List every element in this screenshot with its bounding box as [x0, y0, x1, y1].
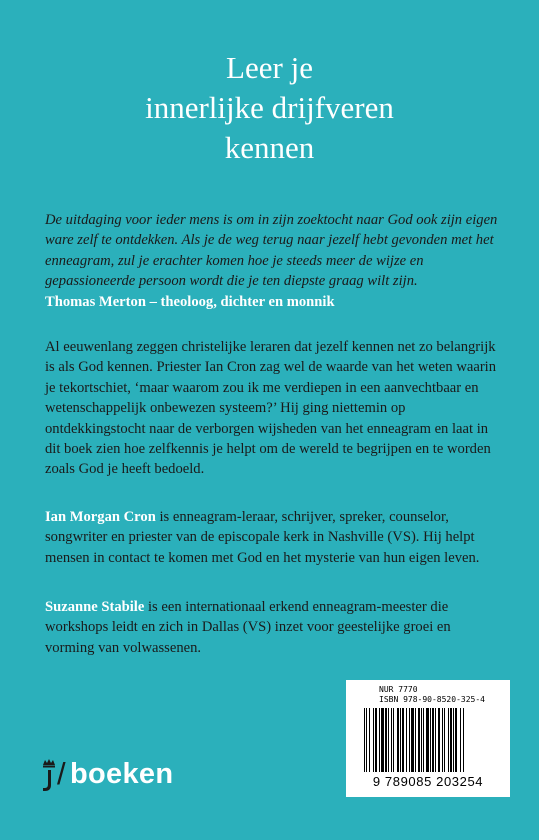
author-bio-stabile-text: is een internationaal erkend enneagram-meester die workshops leidt en zich in Dallas (VS) inzet voor geestelijke groei en vorming van volwassenen. [45, 599, 451, 656]
publisher-logo [40, 757, 210, 797]
book-title [0, 48, 539, 168]
logo-slash: / [57, 756, 66, 791]
description-paragraph: Al eeuwenlang zeggen christelijke leraren dat jezelf kennen net zo belangrijk is als God kennen. Priester Ian Cron zag wel de waarde van het weten waarin je tekortschiet, ‘maar waarom zou ik me verdiepen in een aanvechtbaar en wetenschappelijk onbewezen systeem?’ Hij ging niettemin op ontdekkingstocht naar de verborgen wijsheden van het enneagram en laat in dit boek zien hoe zelfkennis je helpt om de wereld te begrijpen en te worden zoals God je heeft bedoeld. [45, 339, 497, 478]
author-bio-cron-text: is enneagram-leraar, schrijver, spreker, counselor, songwriter en priester van de episcopale kerk in Nashville (VS). Hij helpt mensen in contact te komen met God en het mysterie van hun eigen leven. [45, 509, 480, 566]
crown-j-icon [40, 757, 58, 793]
epigraph-quote [45, 210, 500, 312]
logo-text: boeken [70, 758, 174, 790]
nur-code: NUR 7770 [379, 685, 418, 694]
author-name-cron: Ian Morgan Cron [45, 509, 156, 525]
barcode-icon [364, 708, 498, 772]
title-line-3: kennen [224, 130, 315, 165]
barcode-label [346, 680, 510, 797]
title-line-1: Leer je [226, 50, 313, 85]
author-bio-cron [45, 507, 500, 568]
barcode-digits: 9 789085 203254 [372, 774, 484, 789]
quote-text: De uitdaging voor ieder mens is om in zijn zoektocht naar God ook zijn eigen ware zelf te ontdekken. Als je de weg terug naar jezelf hebt gevonden met het enneagram, zul je erachter komen hoe je steeds meer de wijze en gepassioneerde persoon wordt die je ten diepste graag wilt zijn. [45, 212, 498, 290]
title-line-2: innerlijke drijfveren [145, 90, 394, 125]
author-name-stabile: Suzanne Stabile [45, 599, 145, 615]
quote-attribution: Thomas Merton – theoloog, dichter en monnik [45, 293, 335, 310]
isbn-text: ISBN 978-90-8520-325-4 [379, 695, 485, 704]
author-bio-stabile [45, 597, 500, 658]
